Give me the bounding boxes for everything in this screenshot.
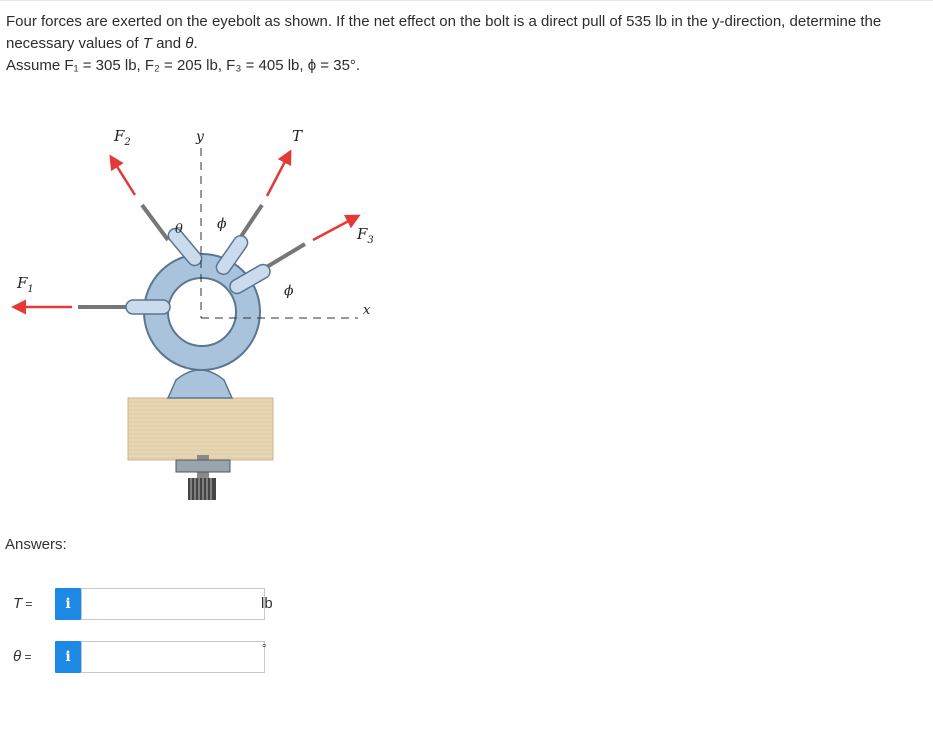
label-F1: $F_1$ [17, 274, 34, 295]
problem-line-1: Four forces are exerted on the eyebolt as shown. If the net effect on the bolt is a direct pull of 535 lb in the y-direction, determine the [6, 13, 882, 30]
answer-var-theta: θ [13, 648, 22, 665]
arrow-F3 [313, 216, 358, 240]
label-F3: $F_3$ [357, 225, 374, 246]
shackle-F1 [126, 300, 170, 314]
arrow-T [267, 152, 290, 196]
problem-statement [6, 11, 926, 77]
cable-F3 [265, 244, 305, 268]
problem-line-2-end: . [193, 35, 198, 52]
answer-eq-theta: = [21, 650, 32, 664]
answer-label-T [13, 595, 53, 612]
bolt-thread [188, 478, 216, 500]
answer-var-T: T [13, 595, 23, 612]
label-T: T [292, 127, 303, 145]
problem-line-2-text: necessary values of [6, 35, 143, 52]
variable-T: T [142, 35, 152, 52]
top-divider [0, 0, 933, 1]
label-phi-top: ϕ [217, 216, 227, 232]
bolt-nut [176, 460, 230, 472]
problem-line-2 [6, 33, 926, 55]
problem-line-2-and: and [151, 35, 186, 52]
label-phi-right: ϕ [284, 283, 294, 299]
answer-input-T[interactable] [81, 588, 265, 620]
answer-label-theta [13, 648, 53, 665]
eyebolt-neck [168, 370, 232, 398]
eyebolt-hole [168, 278, 236, 346]
answers-label: Answers: [5, 536, 67, 553]
label-x: x [363, 303, 371, 318]
arrow-F2 [111, 157, 135, 195]
problem-line-3: Assume F₁ = 305 lb, F₂ = 205 lb, F₃ = 405 lb, ϕ = 35°. [6, 57, 361, 74]
info-icon[interactable]: i [55, 588, 81, 620]
eyebolt-figure [0, 115, 400, 515]
label-F2: $F_2$ [114, 127, 131, 148]
answer-input-theta[interactable] [81, 641, 265, 673]
unit-degree: ° [262, 643, 267, 655]
variable-theta: θ [185, 35, 194, 52]
cable-T [240, 205, 262, 238]
info-icon[interactable]: i [55, 641, 81, 673]
label-y: y [196, 129, 204, 145]
answer-eq-T: = [22, 597, 33, 611]
wood-block [128, 398, 273, 460]
cable-F2 [142, 205, 168, 240]
label-theta: θ [175, 222, 183, 237]
unit-lb: lb [261, 595, 273, 612]
